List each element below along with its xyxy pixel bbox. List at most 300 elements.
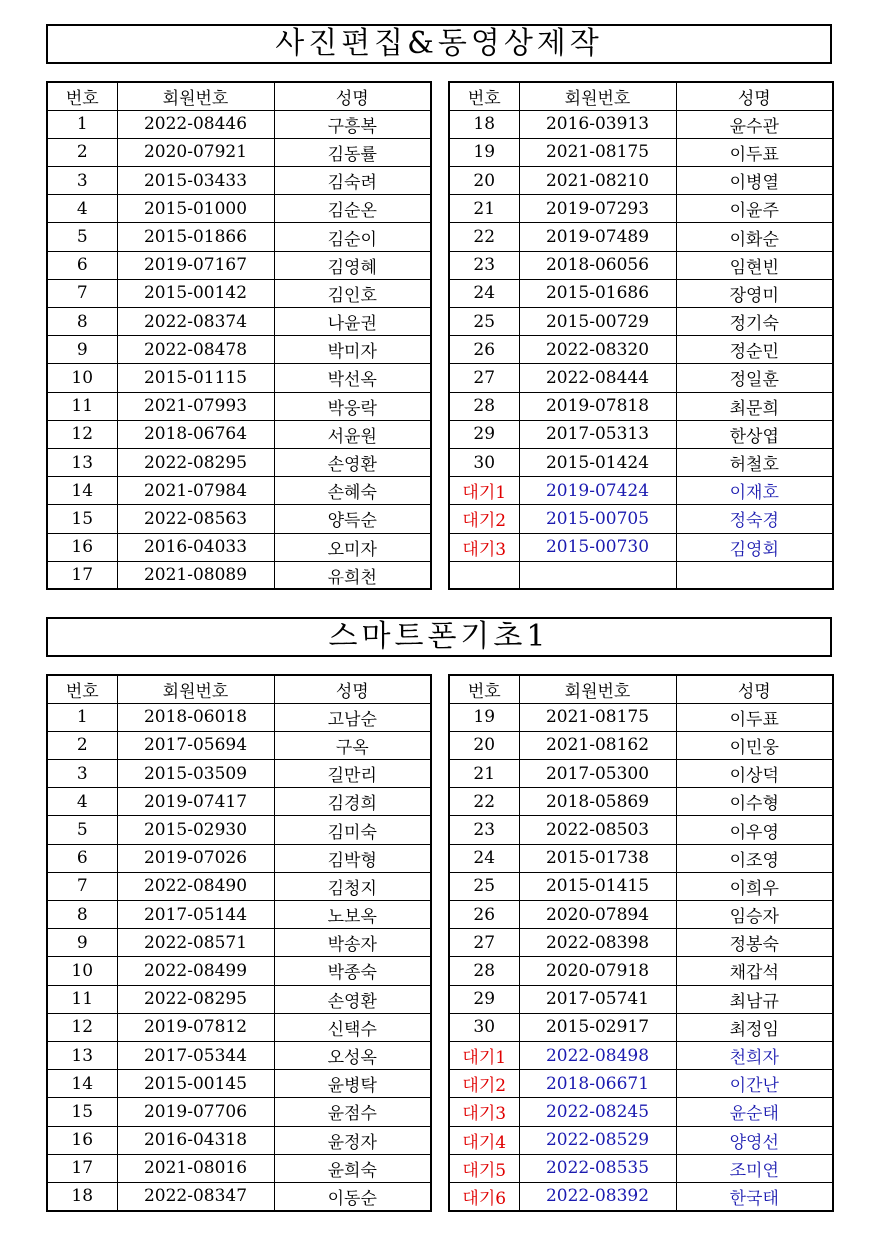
- table-row: [47, 957, 431, 985]
- table-header-row: [47, 82, 431, 110]
- row-number: 대기4: [449, 1126, 519, 1154]
- table-row: [47, 901, 431, 929]
- member-id: 2022-08529: [519, 1126, 676, 1154]
- row-number: 대기2: [449, 1070, 519, 1098]
- member-id: 2019-07706: [117, 1098, 274, 1126]
- row-number: 13: [47, 448, 117, 476]
- member-id: 2019-07293: [519, 195, 676, 223]
- header-number: 번호: [449, 82, 519, 110]
- member-name: 양영선: [676, 1126, 833, 1154]
- member-id: 2022-08347: [117, 1182, 274, 1210]
- member-name: 이간난: [676, 1070, 833, 1098]
- member-name: 김순온: [274, 195, 431, 223]
- table-row: [449, 760, 833, 788]
- row-number: 18: [449, 110, 519, 138]
- member-id: 2022-08563: [117, 505, 274, 533]
- row-number: 14: [47, 477, 117, 505]
- header-number: 번호: [449, 675, 519, 703]
- table-row: [449, 448, 833, 476]
- section-title-smartphone-basics: 스마트폰기초1: [46, 617, 832, 657]
- table-row: [47, 1154, 431, 1182]
- table-header-row: [449, 675, 833, 703]
- section-title-photo-editing: 사진편집&동영상제작: [46, 24, 832, 64]
- header-name: 성명: [274, 675, 431, 703]
- member-id: 2015-01866: [117, 223, 274, 251]
- table-row: [47, 1098, 431, 1126]
- member-id: 2022-08535: [519, 1154, 676, 1182]
- member-id: 2015-01000: [117, 195, 274, 223]
- member-name: 신택수: [274, 1013, 431, 1041]
- member-name: 장영미: [676, 279, 833, 307]
- table-row: [47, 731, 431, 759]
- table-row: [449, 1041, 833, 1069]
- member-name: 손영환: [274, 985, 431, 1013]
- member-id: 2022-08503: [519, 816, 676, 844]
- member-id: 2016-04318: [117, 1126, 274, 1154]
- member-id: 2022-08498: [519, 1041, 676, 1069]
- table-row: [449, 816, 833, 844]
- table-row: [47, 1041, 431, 1069]
- member-name: 최남규: [676, 985, 833, 1013]
- row-number: 13: [47, 1041, 117, 1069]
- member-name: 윤점수: [274, 1098, 431, 1126]
- member-name: 최정임: [676, 1013, 833, 1041]
- member-name: 김순이: [274, 223, 431, 251]
- table-row: [449, 223, 833, 251]
- row-number: 6: [47, 251, 117, 279]
- member-name: 양득순: [274, 505, 431, 533]
- member-id: 2018-05869: [519, 788, 676, 816]
- member-id: 2022-08490: [117, 872, 274, 900]
- table-row: [449, 901, 833, 929]
- member-name: 오미자: [274, 533, 431, 561]
- row-number: 29: [449, 420, 519, 448]
- photo-editing-table-left: [46, 81, 432, 590]
- member-name: 김박형: [274, 844, 431, 872]
- member-id: 2017-05741: [519, 985, 676, 1013]
- row-number: 17: [47, 561, 117, 589]
- row-number: 22: [449, 223, 519, 251]
- member-id: 2021-07993: [117, 392, 274, 420]
- row-number: 3: [47, 760, 117, 788]
- member-name: 유희천: [274, 561, 431, 589]
- member-id: 2022-08320: [519, 336, 676, 364]
- row-number: 24: [449, 844, 519, 872]
- table-row: [47, 1070, 431, 1098]
- row-number: 대기1: [449, 1041, 519, 1069]
- table-row: [449, 1070, 833, 1098]
- member-id: 2022-08374: [117, 308, 274, 336]
- table-row: [47, 223, 431, 251]
- table-row: [449, 138, 833, 166]
- member-id: 2018-06671: [519, 1070, 676, 1098]
- row-number: 7: [47, 872, 117, 900]
- member-id: 2015-01415: [519, 872, 676, 900]
- table-row: [47, 1013, 431, 1041]
- header-name: 성명: [274, 82, 431, 110]
- member-name: 이우영: [676, 816, 833, 844]
- row-number: 19: [449, 138, 519, 166]
- table-row: [47, 816, 431, 844]
- table-row: [47, 448, 431, 476]
- table-row: [47, 364, 431, 392]
- member-name: 박종숙: [274, 957, 431, 985]
- member-id: 2020-07918: [519, 957, 676, 985]
- table-header-row: [449, 82, 833, 110]
- row-number: 4: [47, 788, 117, 816]
- header-member-id: 회원번호: [117, 82, 274, 110]
- table-row: [47, 392, 431, 420]
- smartphone-table-left: [46, 674, 432, 1212]
- member-name: 김영회: [676, 533, 833, 561]
- table-row: [47, 1182, 431, 1210]
- member-id: 2021-08162: [519, 731, 676, 759]
- member-id: 2022-08245: [519, 1098, 676, 1126]
- row-number: 1: [47, 703, 117, 731]
- member-id: 2019-07489: [519, 223, 676, 251]
- table-header-row: [47, 675, 431, 703]
- member-name: 김경희: [274, 788, 431, 816]
- member-id: 2015-01115: [117, 364, 274, 392]
- table-row: [47, 420, 431, 448]
- member-name: 이병열: [676, 167, 833, 195]
- row-number: 21: [449, 195, 519, 223]
- member-id: 2021-08175: [519, 138, 676, 166]
- member-id: 2015-03433: [117, 167, 274, 195]
- row-number: 대기6: [449, 1182, 519, 1210]
- member-id: 2022-08295: [117, 448, 274, 476]
- member-name: 이두표: [676, 703, 833, 731]
- table-row: [449, 336, 833, 364]
- table-row: [449, 167, 833, 195]
- row-number: 22: [449, 788, 519, 816]
- member-id: 2015-02930: [117, 816, 274, 844]
- member-name: 한상엽: [676, 420, 833, 448]
- header-name: 성명: [676, 675, 833, 703]
- member-name: 이조영: [676, 844, 833, 872]
- member-name: 최문희: [676, 392, 833, 420]
- member-name: 박송자: [274, 929, 431, 957]
- table-row: [47, 985, 431, 1013]
- member-id: 2015-01738: [519, 844, 676, 872]
- member-name: 이수형: [676, 788, 833, 816]
- table-row: [449, 985, 833, 1013]
- member-id: 2019-07026: [117, 844, 274, 872]
- member-name: 박웅락: [274, 392, 431, 420]
- member-name: 고남순: [274, 703, 431, 731]
- table-row: [47, 844, 431, 872]
- table-row: [449, 1098, 833, 1126]
- member-id: 2017-05694: [117, 731, 274, 759]
- member-name: 서윤원: [274, 420, 431, 448]
- member-name: 김영혜: [274, 251, 431, 279]
- row-number: 30: [449, 1013, 519, 1041]
- member-name: 정숙경: [676, 505, 833, 533]
- table-row: [47, 788, 431, 816]
- member-name: 정봉숙: [676, 929, 833, 957]
- row-number: 26: [449, 901, 519, 929]
- row-number: 11: [47, 985, 117, 1013]
- table-row: [47, 477, 431, 505]
- member-name: 윤순태: [676, 1098, 833, 1126]
- smartphone-table-right: [448, 674, 834, 1212]
- member-name: 나윤권: [274, 308, 431, 336]
- member-id: 2017-05300: [519, 760, 676, 788]
- table-row: [449, 533, 833, 561]
- member-name: 윤병탁: [274, 1070, 431, 1098]
- member-id: 2021-07984: [117, 477, 274, 505]
- member-name: 임승자: [676, 901, 833, 929]
- table-row: [449, 477, 833, 505]
- member-id: 2018-06056: [519, 251, 676, 279]
- member-id: 2022-08478: [117, 336, 274, 364]
- member-name: 정기숙: [676, 308, 833, 336]
- row-number: 20: [449, 731, 519, 759]
- table-row: [449, 872, 833, 900]
- member-name: 김인호: [274, 279, 431, 307]
- table-row: [449, 308, 833, 336]
- row-number: 14: [47, 1070, 117, 1098]
- row-number: 12: [47, 1013, 117, 1041]
- member-id: 2022-08571: [117, 929, 274, 957]
- member-name: 정순민: [676, 336, 833, 364]
- row-number: 2: [47, 731, 117, 759]
- member-id: 2018-06018: [117, 703, 274, 731]
- member-name: 천희자: [676, 1041, 833, 1069]
- member-name: 구흥복: [274, 110, 431, 138]
- row-number: 6: [47, 844, 117, 872]
- member-name: 김동률: [274, 138, 431, 166]
- table-row: [449, 561, 833, 589]
- member-name: 김미숙: [274, 816, 431, 844]
- member-name: 이재호: [676, 477, 833, 505]
- member-id: 2015-01424: [519, 448, 676, 476]
- member-id: 2021-08016: [117, 1154, 274, 1182]
- row-number: 21: [449, 760, 519, 788]
- table-row: [47, 1126, 431, 1154]
- member-id: 2020-07894: [519, 901, 676, 929]
- member-name: 오성옥: [274, 1041, 431, 1069]
- table-row: [449, 420, 833, 448]
- row-number: 20: [449, 167, 519, 195]
- row-number: 17: [47, 1154, 117, 1182]
- member-name: 윤정자: [274, 1126, 431, 1154]
- table-row: [47, 279, 431, 307]
- table-row: [449, 364, 833, 392]
- row-number: 26: [449, 336, 519, 364]
- member-name: 이화순: [676, 223, 833, 251]
- member-name: 이윤주: [676, 195, 833, 223]
- member-name: 이상덕: [676, 760, 833, 788]
- row-number: 5: [47, 223, 117, 251]
- row-number: 8: [47, 901, 117, 929]
- row-number: 7: [47, 279, 117, 307]
- row-number: 12: [47, 420, 117, 448]
- member-name: 임현빈: [676, 251, 833, 279]
- table-row: [449, 1154, 833, 1182]
- member-id: 2015-00705: [519, 505, 676, 533]
- member-id: 2022-08392: [519, 1182, 676, 1210]
- member-id: 2021-08175: [519, 703, 676, 731]
- member-name: 조미연: [676, 1154, 833, 1182]
- table-row: [449, 195, 833, 223]
- member-id: 2017-05144: [117, 901, 274, 929]
- table-row: [47, 195, 431, 223]
- member-name: 허철호: [676, 448, 833, 476]
- row-number: 11: [47, 392, 117, 420]
- member-id: 2015-00145: [117, 1070, 274, 1098]
- table-row: [47, 703, 431, 731]
- member-name: 노보옥: [274, 901, 431, 929]
- member-id: 2021-08210: [519, 167, 676, 195]
- row-number: [449, 561, 519, 589]
- row-number: 4: [47, 195, 117, 223]
- row-number: 1: [47, 110, 117, 138]
- table-row: [449, 929, 833, 957]
- member-id: [519, 561, 676, 589]
- member-id: 2019-07424: [519, 477, 676, 505]
- row-number: 15: [47, 505, 117, 533]
- header-member-id: 회원번호: [117, 675, 274, 703]
- table-row: [47, 251, 431, 279]
- table-row: [449, 1182, 833, 1210]
- row-number: 19: [449, 703, 519, 731]
- member-name: 구옥: [274, 731, 431, 759]
- member-id: 2017-05344: [117, 1041, 274, 1069]
- member-id: 2022-08398: [519, 929, 676, 957]
- table-row: [449, 279, 833, 307]
- row-number: 16: [47, 533, 117, 561]
- member-id: 2015-00142: [117, 279, 274, 307]
- member-name: 박선옥: [274, 364, 431, 392]
- table-row: [449, 1013, 833, 1041]
- member-id: 2015-02917: [519, 1013, 676, 1041]
- photo-editing-table-right: [448, 81, 834, 590]
- member-id: 2022-08446: [117, 110, 274, 138]
- row-number: 5: [47, 816, 117, 844]
- table-row: [449, 731, 833, 759]
- member-name: 손영환: [274, 448, 431, 476]
- member-id: 2017-05313: [519, 420, 676, 448]
- header-name: 성명: [676, 82, 833, 110]
- row-number: 23: [449, 251, 519, 279]
- row-number: 15: [47, 1098, 117, 1126]
- member-id: 2018-06764: [117, 420, 274, 448]
- header-number: 번호: [47, 82, 117, 110]
- member-name: [676, 561, 833, 589]
- row-number: 24: [449, 279, 519, 307]
- table-row: [449, 844, 833, 872]
- member-name: 김숙려: [274, 167, 431, 195]
- member-name: 이민웅: [676, 731, 833, 759]
- member-id: 2015-01686: [519, 279, 676, 307]
- header-number: 번호: [47, 675, 117, 703]
- table-row: [47, 110, 431, 138]
- member-id: 2019-07417: [117, 788, 274, 816]
- table-row: [449, 251, 833, 279]
- table-row: [449, 957, 833, 985]
- member-name: 정일훈: [676, 364, 833, 392]
- member-name: 박미자: [274, 336, 431, 364]
- row-number: 25: [449, 872, 519, 900]
- table-row: [47, 533, 431, 561]
- table-row: [449, 392, 833, 420]
- member-name: 한국태: [676, 1182, 833, 1210]
- member-id: 2015-00729: [519, 308, 676, 336]
- table-row: [47, 138, 431, 166]
- member-id: 2019-07818: [519, 392, 676, 420]
- row-number: 대기3: [449, 533, 519, 561]
- member-id: 2016-04033: [117, 533, 274, 561]
- table-row: [47, 336, 431, 364]
- row-number: 2: [47, 138, 117, 166]
- table-row: [47, 505, 431, 533]
- row-number: 8: [47, 308, 117, 336]
- member-name: 이동순: [274, 1182, 431, 1210]
- member-id: 2021-08089: [117, 561, 274, 589]
- row-number: 대기2: [449, 505, 519, 533]
- row-number: 3: [47, 167, 117, 195]
- member-id: 2019-07812: [117, 1013, 274, 1041]
- table-row: [47, 929, 431, 957]
- member-id: 2019-07167: [117, 251, 274, 279]
- member-id: 2016-03913: [519, 110, 676, 138]
- row-number: 27: [449, 929, 519, 957]
- row-number: 23: [449, 816, 519, 844]
- row-number: 18: [47, 1182, 117, 1210]
- member-name: 손혜숙: [274, 477, 431, 505]
- row-number: 10: [47, 364, 117, 392]
- row-number: 대기1: [449, 477, 519, 505]
- member-id: 2022-08295: [117, 985, 274, 1013]
- table-row: [47, 308, 431, 336]
- member-id: 2022-08444: [519, 364, 676, 392]
- table-row: [449, 505, 833, 533]
- table-row: [449, 110, 833, 138]
- member-name: 윤수관: [676, 110, 833, 138]
- member-id: 2020-07921: [117, 138, 274, 166]
- member-id: 2022-08499: [117, 957, 274, 985]
- row-number: 30: [449, 448, 519, 476]
- row-number: 10: [47, 957, 117, 985]
- row-number: 16: [47, 1126, 117, 1154]
- member-id: 2015-00730: [519, 533, 676, 561]
- member-name: 채갑석: [676, 957, 833, 985]
- table-row: [47, 167, 431, 195]
- table-row: [449, 788, 833, 816]
- member-name: 길만리: [274, 760, 431, 788]
- header-member-id: 회원번호: [519, 82, 676, 110]
- table-row: [47, 561, 431, 589]
- row-number: 대기3: [449, 1098, 519, 1126]
- table-row: [47, 872, 431, 900]
- table-row: [449, 703, 833, 731]
- member-name: 이두표: [676, 138, 833, 166]
- member-id: 2015-03509: [117, 760, 274, 788]
- table-row: [449, 1126, 833, 1154]
- row-number: 28: [449, 392, 519, 420]
- row-number: 대기5: [449, 1154, 519, 1182]
- header-member-id: 회원번호: [519, 675, 676, 703]
- member-name: 이희우: [676, 872, 833, 900]
- member-name: 김청지: [274, 872, 431, 900]
- member-name: 윤희숙: [274, 1154, 431, 1182]
- table-row: [47, 760, 431, 788]
- row-number: 25: [449, 308, 519, 336]
- row-number: 27: [449, 364, 519, 392]
- row-number: 9: [47, 929, 117, 957]
- row-number: 9: [47, 336, 117, 364]
